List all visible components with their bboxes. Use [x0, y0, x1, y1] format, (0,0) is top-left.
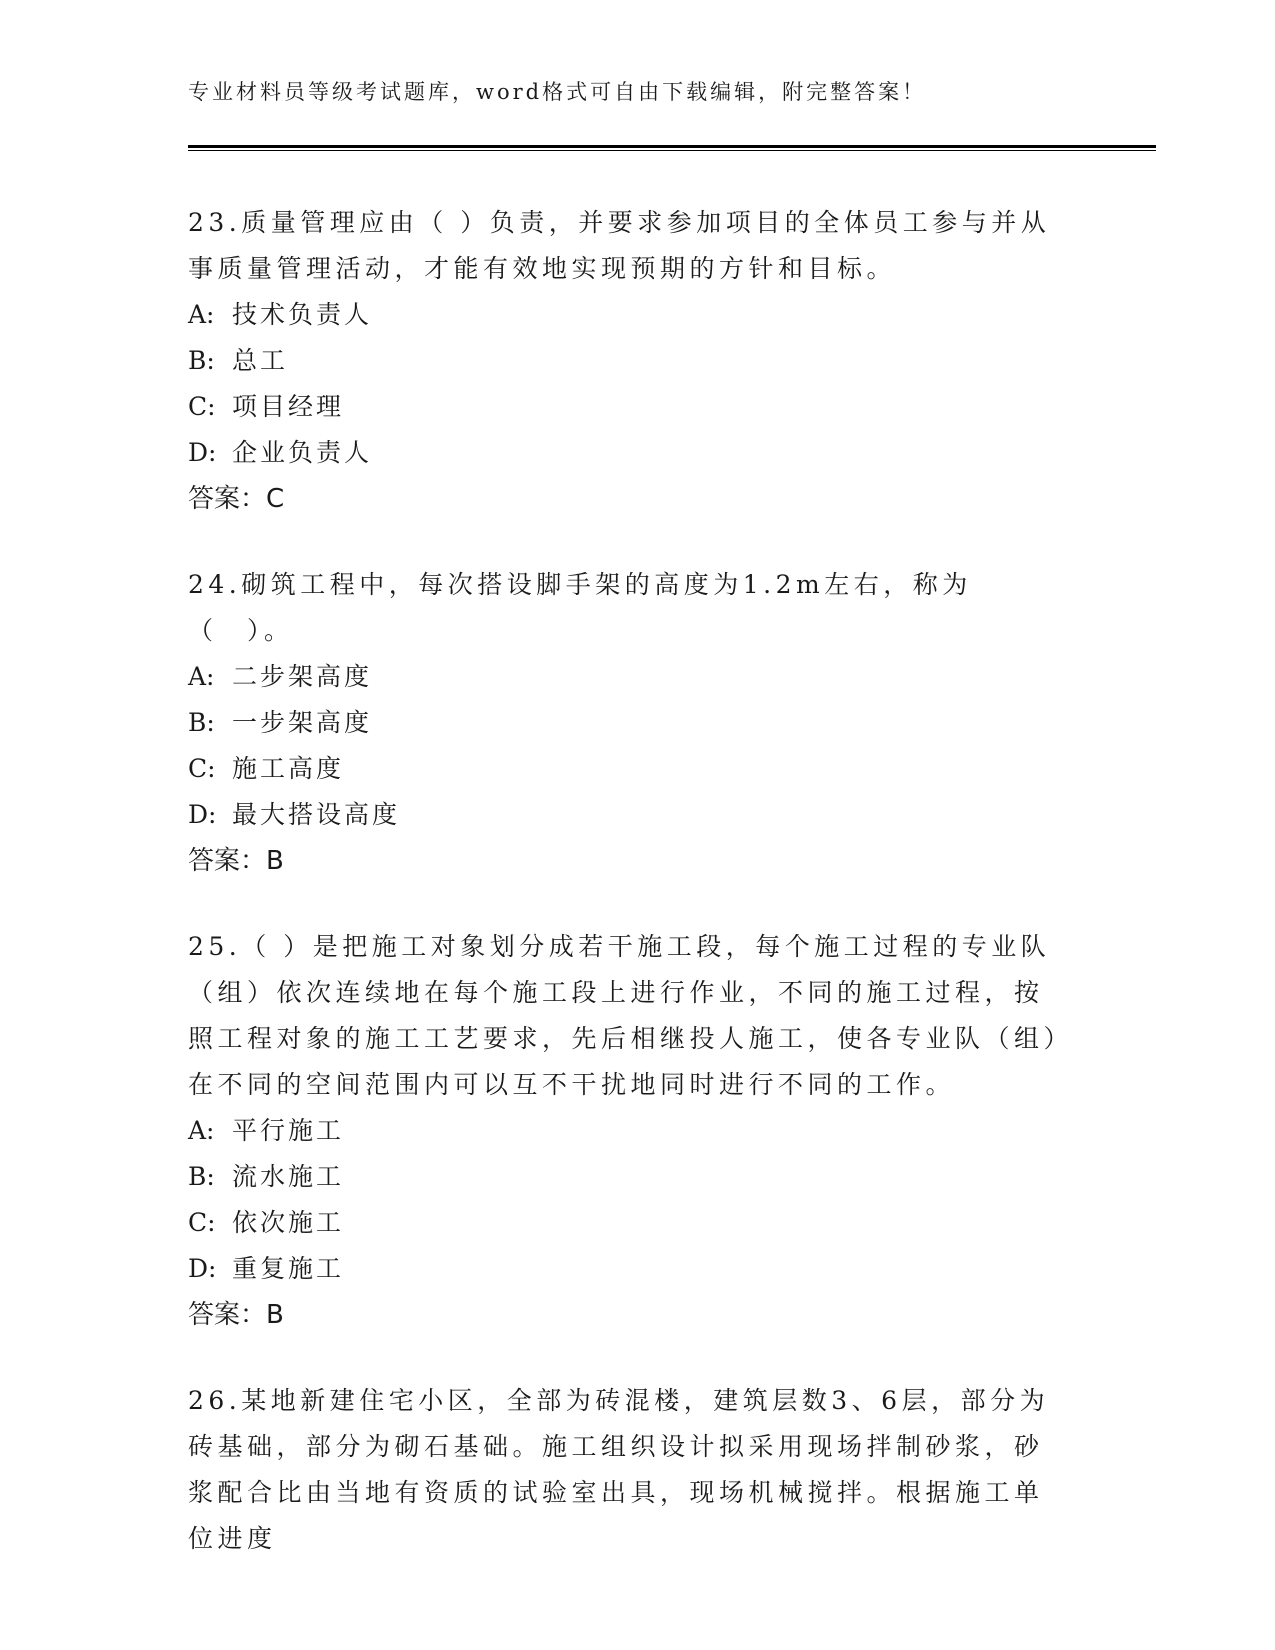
option-key: D: [188, 438, 217, 467]
answer-label: 答案： [188, 1300, 267, 1330]
option-key: C: [188, 392, 216, 421]
option-key: A: [188, 662, 215, 691]
option-text: 企业负责人 [232, 438, 373, 467]
option-key: B: [188, 346, 215, 375]
answer-line [188, 1292, 1068, 1338]
answer-value: B [266, 1300, 284, 1330]
option-key: C: [188, 754, 216, 783]
option-b [188, 338, 1068, 384]
option-key: B: [188, 1162, 215, 1191]
option-a [188, 654, 1068, 700]
option-key: A: [188, 300, 215, 329]
option-c [188, 1200, 1068, 1246]
option-key: D: [188, 1254, 217, 1283]
option-key: D: [188, 800, 217, 829]
answer-label: 答案： [188, 484, 267, 514]
header-divider [188, 145, 1156, 151]
option-text: 一步架高度 [232, 708, 373, 737]
answer-line [188, 838, 1068, 884]
option-c [188, 384, 1068, 430]
question-23 [188, 200, 1068, 522]
page-header: 专业材料员等级考试题库，word格式可自由下载编辑，附完整答案！ [188, 80, 927, 104]
option-b [188, 1154, 1068, 1200]
option-key: B: [188, 708, 215, 737]
option-key: A: [188, 1116, 215, 1145]
option-key: C: [188, 1208, 216, 1237]
option-text: 流水施工 [232, 1162, 345, 1191]
question-25 [188, 924, 1068, 1338]
option-text: 施工高度 [232, 754, 345, 783]
answer-line [188, 476, 1068, 522]
option-text: 二步架高度 [232, 662, 373, 691]
option-text: 项目经理 [232, 392, 345, 421]
question-text: 25.（ ）是把施工对象划分成若干施工段，每个施工过程的专业队（组）依次连续地在每个施工段上进行作业，不同的施工过程，按照工程对象的施工工艺要求，先后相继投人施工，使各专业队（组）在不同的空间范围内可以互不干扰地同时进行不同的工作。 [188, 932, 1061, 1099]
answer-value: C [266, 484, 285, 514]
option-d [188, 430, 1068, 476]
option-d [188, 1246, 1068, 1292]
question-26 [188, 1378, 1068, 1562]
option-text: 依次施工 [232, 1208, 345, 1237]
question-text: 26.某地新建住宅小区，全部为砖混楼，建筑层数3、6层，部分为砖基础，部分为砌石基础。施工组织设计拟采用现场拌制砂浆，砂浆配合比由当地有资质的试验室出具，现场机械搅拌。根据施工单位进度 [188, 1386, 1050, 1553]
answer-value: B [266, 846, 284, 876]
option-text: 最大搭设高度 [232, 800, 401, 829]
option-a [188, 1108, 1068, 1154]
option-text: 重复施工 [232, 1254, 345, 1283]
question-24 [188, 562, 1068, 884]
option-a [188, 292, 1068, 338]
option-c [188, 746, 1068, 792]
option-b [188, 700, 1068, 746]
option-text: 技术负责人 [232, 300, 373, 329]
question-text: 23.质量管理应由（ ）负责，并要求参加项目的全体员工参与并从事质量管理活动，才能有效地实现预期的方针和目标。 [188, 208, 1051, 283]
option-d [188, 792, 1068, 838]
answer-label: 答案： [188, 846, 267, 876]
question-text: 24.砌筑工程中，每次搭设脚手架的高度为1.2m左右，称为（ ）。 [188, 570, 972, 645]
question-list [188, 200, 1068, 1602]
option-text: 总工 [232, 346, 289, 375]
option-text: 平行施工 [232, 1116, 345, 1145]
